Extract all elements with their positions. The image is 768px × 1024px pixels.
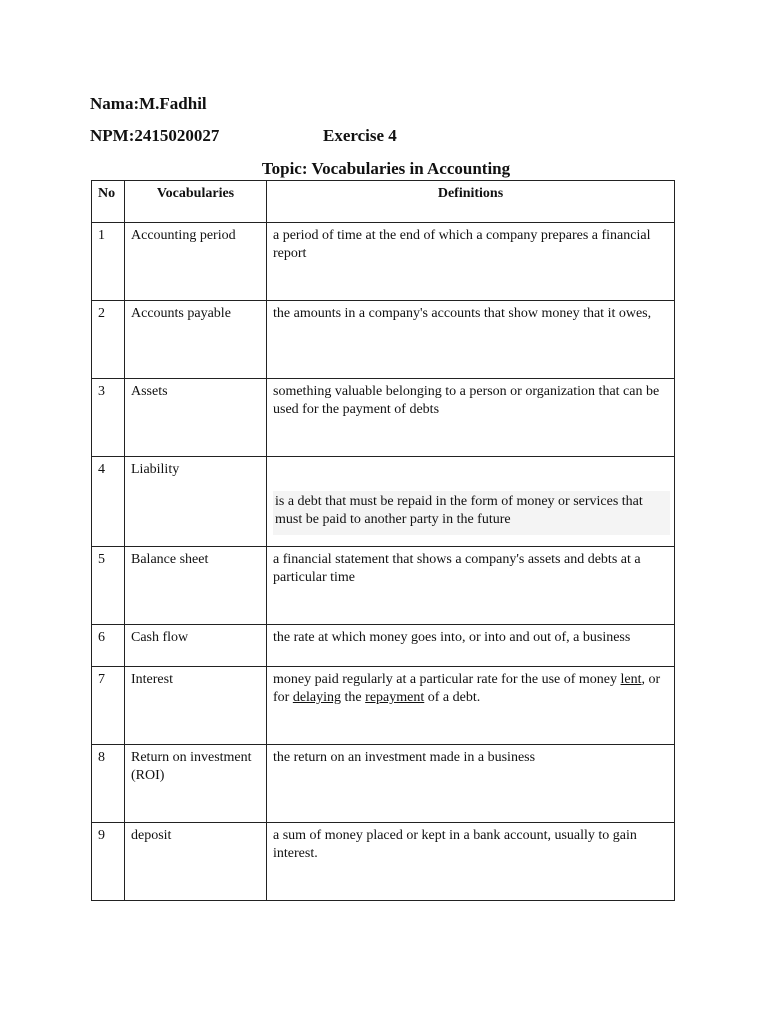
row-number: 8 [92, 745, 125, 823]
column-header-no: No [92, 181, 125, 223]
row-number: 7 [92, 667, 125, 745]
vocabulary-definition: something valuable belonging to a person or organization that can be used for the payment of debts [267, 379, 675, 457]
definition-text: the [341, 690, 366, 705]
column-header-definitions: Definitions [267, 181, 675, 223]
student-npm: NPM:2415020027 [90, 126, 220, 145]
table-row [92, 745, 675, 823]
underlined-word-lent: lent [620, 672, 642, 687]
column-header-vocabularies: Vocabularies [125, 181, 267, 223]
exercise-title: Exercise 4 [323, 126, 397, 145]
table-header-row [92, 181, 675, 223]
vocabulary-definition: a period of time at the end of which a company prepares a financial report [267, 223, 675, 301]
vocabulary-definition: the rate at which money goes into, or into and out of, a business [267, 625, 675, 667]
row-number: 6 [92, 625, 125, 667]
definition-text: , or for [273, 672, 661, 705]
vocabulary-term: Assets [125, 379, 267, 457]
underlined-word-repayment: repayment [365, 690, 425, 705]
vocabulary-term: Accounts payable [125, 301, 267, 379]
vocabulary-term: Accounting period [125, 223, 267, 301]
vocabulary-definition [267, 667, 675, 745]
row-number: 5 [92, 547, 125, 625]
vocabulary-table [91, 180, 675, 901]
vocabulary-definition: the return on an investment made in a business [267, 745, 675, 823]
vocabulary-definition: the amounts in a company's accounts that show money that it owes, [267, 301, 675, 379]
table-row [92, 457, 675, 547]
underlined-word-delaying: delaying [292, 690, 342, 705]
vocabulary-term: Cash flow [125, 625, 267, 667]
vocabulary-definition: is a debt that must be repaid in the form of money or services that must be paid to another party in the future [267, 457, 675, 547]
table-row [92, 625, 675, 667]
table-row [92, 379, 675, 457]
vocabulary-term: Interest [125, 667, 267, 745]
vocabulary-definition: a sum of money placed or kept in a bank account, usually to gain interest. [267, 823, 675, 901]
row-number: 2 [92, 301, 125, 379]
definition-text: money paid regularly at a particular rate for the use of money [273, 672, 621, 687]
table-row [92, 547, 675, 625]
topic-title: Topic: Vocabularies in Accounting [261, 159, 511, 178]
vocabulary-term: deposit [125, 823, 267, 901]
vocabulary-term: Liability [125, 457, 267, 547]
row-number: 4 [92, 457, 125, 547]
table-row [92, 823, 675, 901]
table-row [92, 223, 675, 301]
table-row [92, 667, 675, 745]
row-number: 1 [92, 223, 125, 301]
vocabulary-definition: a financial statement that shows a company's assets and debts at a particular time [267, 547, 675, 625]
row-number: 9 [92, 823, 125, 901]
vocabulary-term: Balance sheet [125, 547, 267, 625]
row-number: 3 [92, 379, 125, 457]
student-name: Nama:M.Fadhil [90, 94, 207, 113]
vocabulary-term: Return on investment (ROI) [125, 745, 267, 823]
definition-text: of a debt. [424, 690, 481, 705]
table-row [92, 301, 675, 379]
